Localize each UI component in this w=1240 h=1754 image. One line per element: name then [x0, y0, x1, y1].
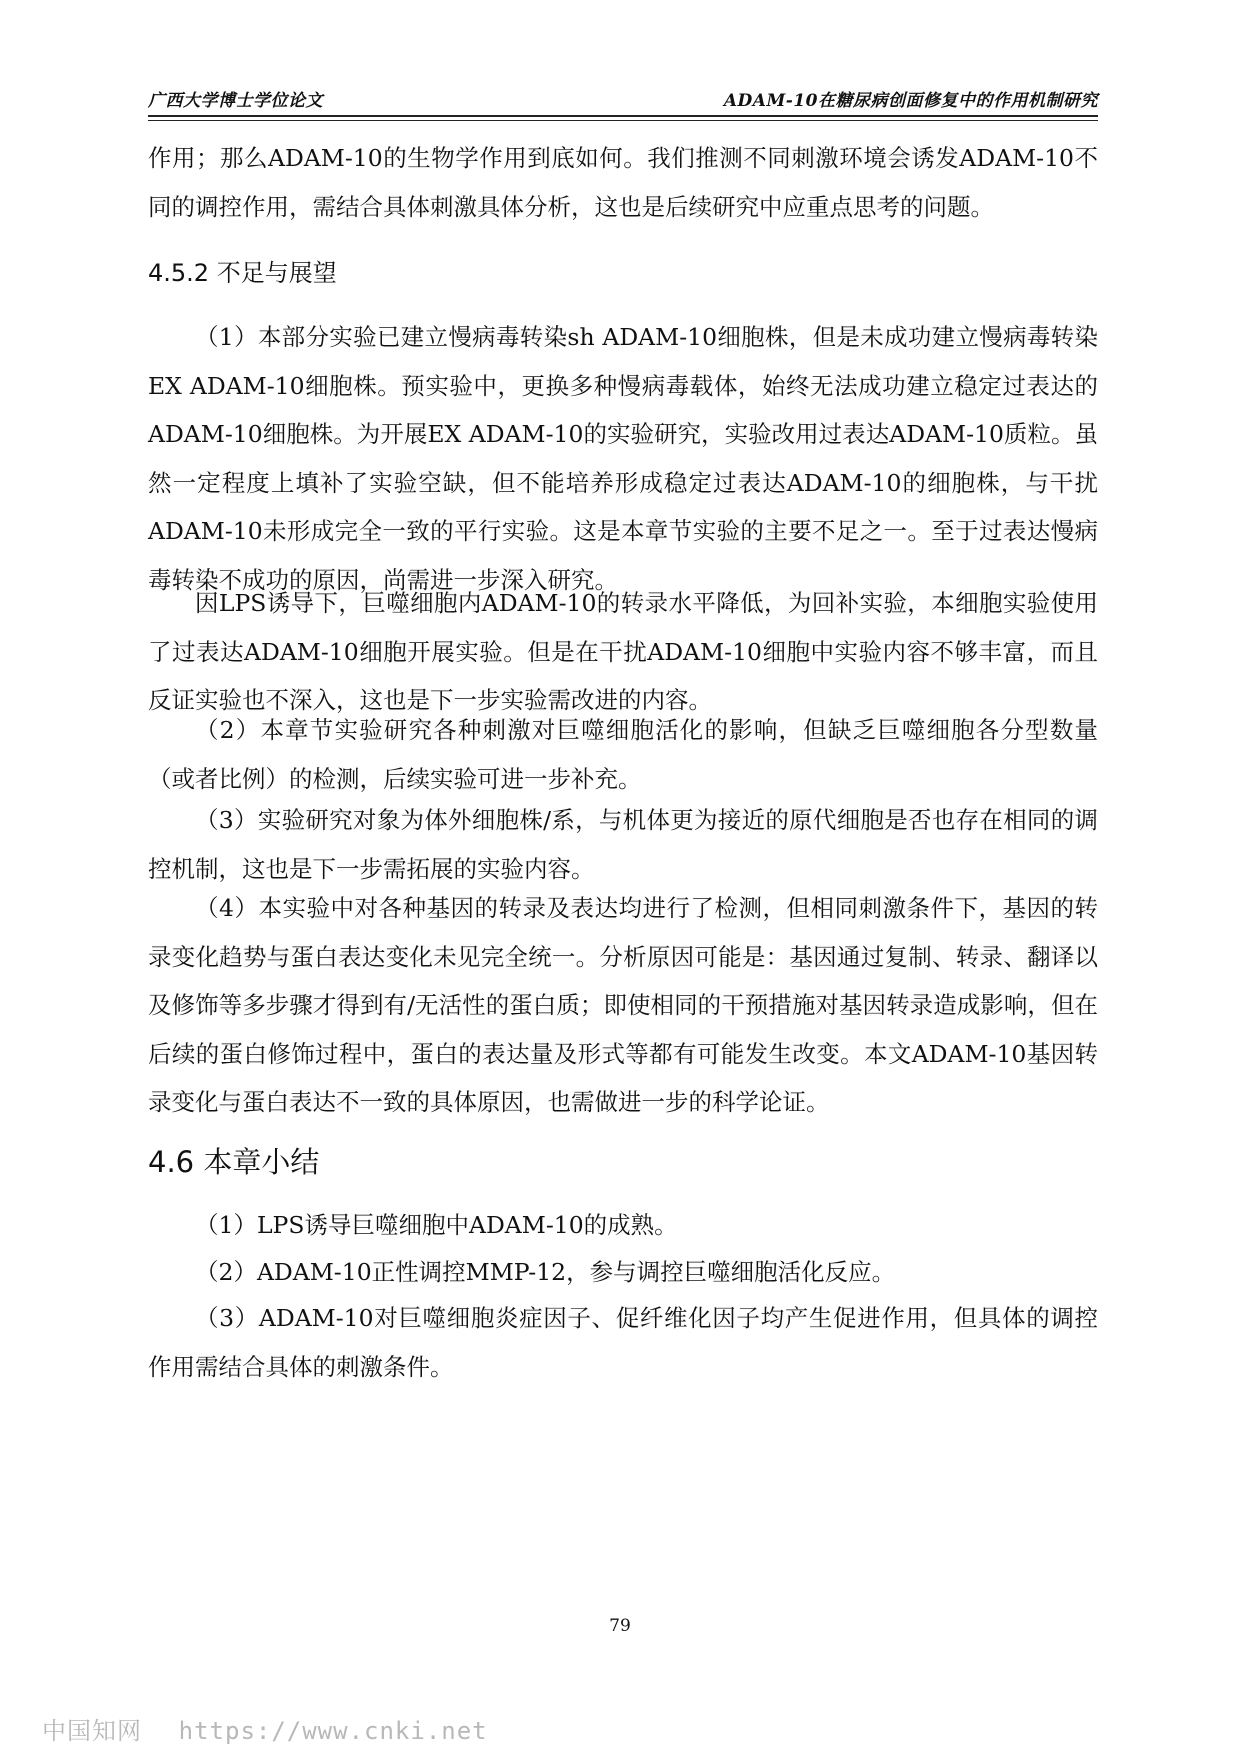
section-heading-4-5-2: 4.5.2 不足与展望	[148, 259, 337, 287]
limitation-paragraph-3: （3）实验研究对象为体外细胞株/系，与机体更为接近的原代细胞是否也存在相同的调控机制，这也是下一步需拓展的实验内容。	[148, 806, 1098, 883]
header-thesis-title: ADAM-10在糖尿病创面修复中的作用机制研究	[723, 91, 1098, 111]
limitation-paragraph-4: （4）本实验中对各种基因的转录及表达均进行了检测，但相同刺激条件下，基因的转录变化趋势与蛋白表达变化未见完全统一。分析原因可能是：基因通过复制、转录、翻译以及修饰等多步骤才得到有/无活性的蛋白质；即使相同的干预措施对基因转录造成影响，但在后续的蛋白修饰过程中，蛋白的表达量及形式等都有可能发生改变。本文ADAM-10基因转录变化与蛋白表达不一致的具体原因，也需做进一步的科学论证。	[148, 894, 1098, 1116]
summary-item-2: （2）ADAM-10正性调控MMP-12，参与调控巨噬细胞活化反应。	[195, 1258, 896, 1286]
header-rule-thin	[148, 120, 1098, 121]
header-thesis-label: 广西大学博士学位论文	[148, 91, 323, 111]
limitation-paragraph-2: （2）本章节实验研究各种刺激对巨噬细胞活化的影响，但缺乏巨噬细胞各分型数量（或者比例）的检测，后续实验可进一步补充。	[148, 716, 1098, 793]
page-number: 79	[609, 1616, 631, 1636]
limitation-paragraph-1: （1）本部分实验已建立慢病毒转染sh ADAM-10细胞株，但是未成功建立慢病毒转染EX ADAM-10细胞株。预实验中，更换多种慢病毒载体，始终无法成功建立稳定过表达的ADAM-10细胞株。为开展EX ADAM-10的实验研究，实验改用过表达ADAM-10质粒。虽然一定程度上填补了实验空缺，但不能培养形成稳定过表达ADAM-10的细胞株，与干扰ADAM-10未形成完全一致的平行实验。这是本章节实验的主要不足之一。至于过表达慢病毒转染不成功的原因，尚需进一步深入研究。	[148, 323, 1098, 594]
limitation-paragraph-1b: 因LPS诱导下，巨噬细胞内ADAM-10的转录水平降低，为回补实验，本细胞实验使用了过表达ADAM-10细胞开展实验。但是在干扰ADAM-10细胞中实验内容不够丰富，而且反证实验也不深入，这也是下一步实验需改进的内容。	[148, 589, 1098, 714]
section-heading-4-6: 4.6 本章小结	[148, 1145, 320, 1179]
summary-item-3: （3）ADAM-10对巨噬细胞炎症因子、促纤维化因子均产生促进作用，但具体的调控作用需结合具体的刺激条件。	[148, 1304, 1098, 1381]
cnki-watermark	[42, 1711, 488, 1746]
summary-item-1: （1）LPS诱导巨噬细胞中ADAM-10的成熟。	[195, 1211, 678, 1239]
watermark-url[interactable]: https://www.cnki.net	[178, 1717, 488, 1745]
running-header	[148, 86, 1098, 111]
header-rule	[148, 115, 1098, 117]
watermark-brand: 中国知网	[42, 1717, 142, 1745]
intro-paragraph: 作用；那么ADAM-10的生物学作用到底如何。我们推测不同刺激环境会诱发ADAM-10不同的调控作用，需结合具体刺激具体分析，这也是后续研究中应重点思考的问题。	[148, 144, 1098, 221]
